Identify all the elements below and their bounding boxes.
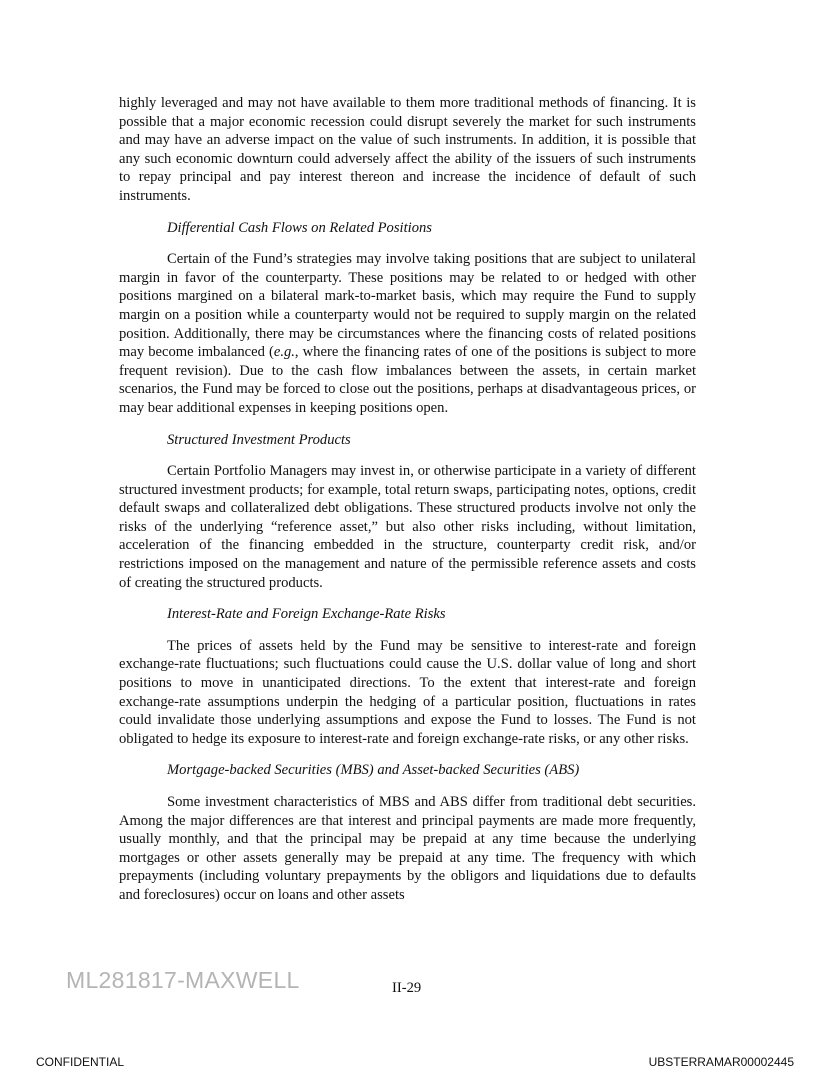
section-heading-differential-cash-flows: Differential Cash Flows on Related Positions [167,219,432,236]
paragraph-continued: highly leveraged and may not have available to them more traditional methods of financing. It is possible that a major economic recession could disrupt severely the market for such instruments and may have an adverse impact on the value of such instruments. In addition, it is possible that any such economic downturn could adversely affect the ability of the issuers of such instruments to repay principal and pay interest thereon and increase the incidence of default of such instruments. [119,95,696,204]
paragraph-text: Certain of the Fund’s strategies may involve taking positions that are subject to unilateral margin in favor of the counterparty. These positions may be related to or hedged with other positions margined on a bilateral mark-to-market basis, which may require the Fund to supply margin on a position while a counterparty would not be required to supply margin on the related position. Additionally, there may be circumstances where the financing costs of related positions may become imbalanced ( [119,251,696,361]
paragraph-text: , where the financing rates of one of the positions is subject to more frequent revision). Due to the cash flow imbalances between the assets, in certain market scenarios, the Fund may be forced to close out the positions, perhaps at disadvantageous prices, or may bear additional expenses in keeping positions open. [119,344,696,416]
paragraph-differential-cash-flows [119,250,696,417]
paragraph-interest-rate-risks: The prices of assets held by the Fund may be sensitive to interest-rate and foreign exchange-rate fluctuations; such fluctuations could cause the U.S. dollar value of long and short positions to move in unanticipated directions. To the extent that interest-rate and foreign exchange-rate assumptions underpin the hedging of a particular position, fluctuations in rates could invalidate those underlying assumptions and expose the Fund to losses. The Fund is not obligated to hedge its exposure to interest-rate and foreign exchange-rate risks, or any other risks. [119,637,696,747]
section-heading-structured-products: Structured Investment Products [167,431,351,448]
section-heading-interest-rate-risks: Interest-Rate and Foreign Exchange-Rate Risks [167,606,446,623]
bates-stamp-watermark: ML281817-MAXWELL [66,967,300,993]
confidential-label: CONFIDENTIAL [36,1055,125,1069]
paragraph-mbs-abs: Some investment characteristics of MBS and ABS differ from traditional debt securities. Among the major differences are that interest and principal payments are made more frequently, usually monthly, and that the principal may be prepaid at any time because the underlying mortgages or other assets generally may be prepaid at any time. The frequency with which prepayments (including voluntary prepayments by the obligors and liquidations due to defaults and foreclosures) occur on loans and other assets [119,794,696,903]
document-body [119,94,696,905]
page-number: II-29 [392,980,422,996]
eg-italic: e.g. [273,344,295,361]
paragraph-structured-products: Certain Portfolio Managers may invest in, or otherwise participate in a variety of different structured investment products; for example, total return swaps, participating notes, options, credit default swaps and collateralized debt obligations. These structured products involve not only the risks of the underlying “reference asset,” but also other risks including, without limitation, acceleration of the financing embedded in the structure, counterparty credit risk, and/or restrictions imposed on the management and nature of the permissible reference assets and costs of creating the structured products. [119,463,696,591]
bates-number: UBSTERRAMAR00002445 [648,1055,794,1069]
section-heading-mbs-abs: Mortgage-backed Securities (MBS) and Asset-backed Securities (ABS) [167,762,580,779]
